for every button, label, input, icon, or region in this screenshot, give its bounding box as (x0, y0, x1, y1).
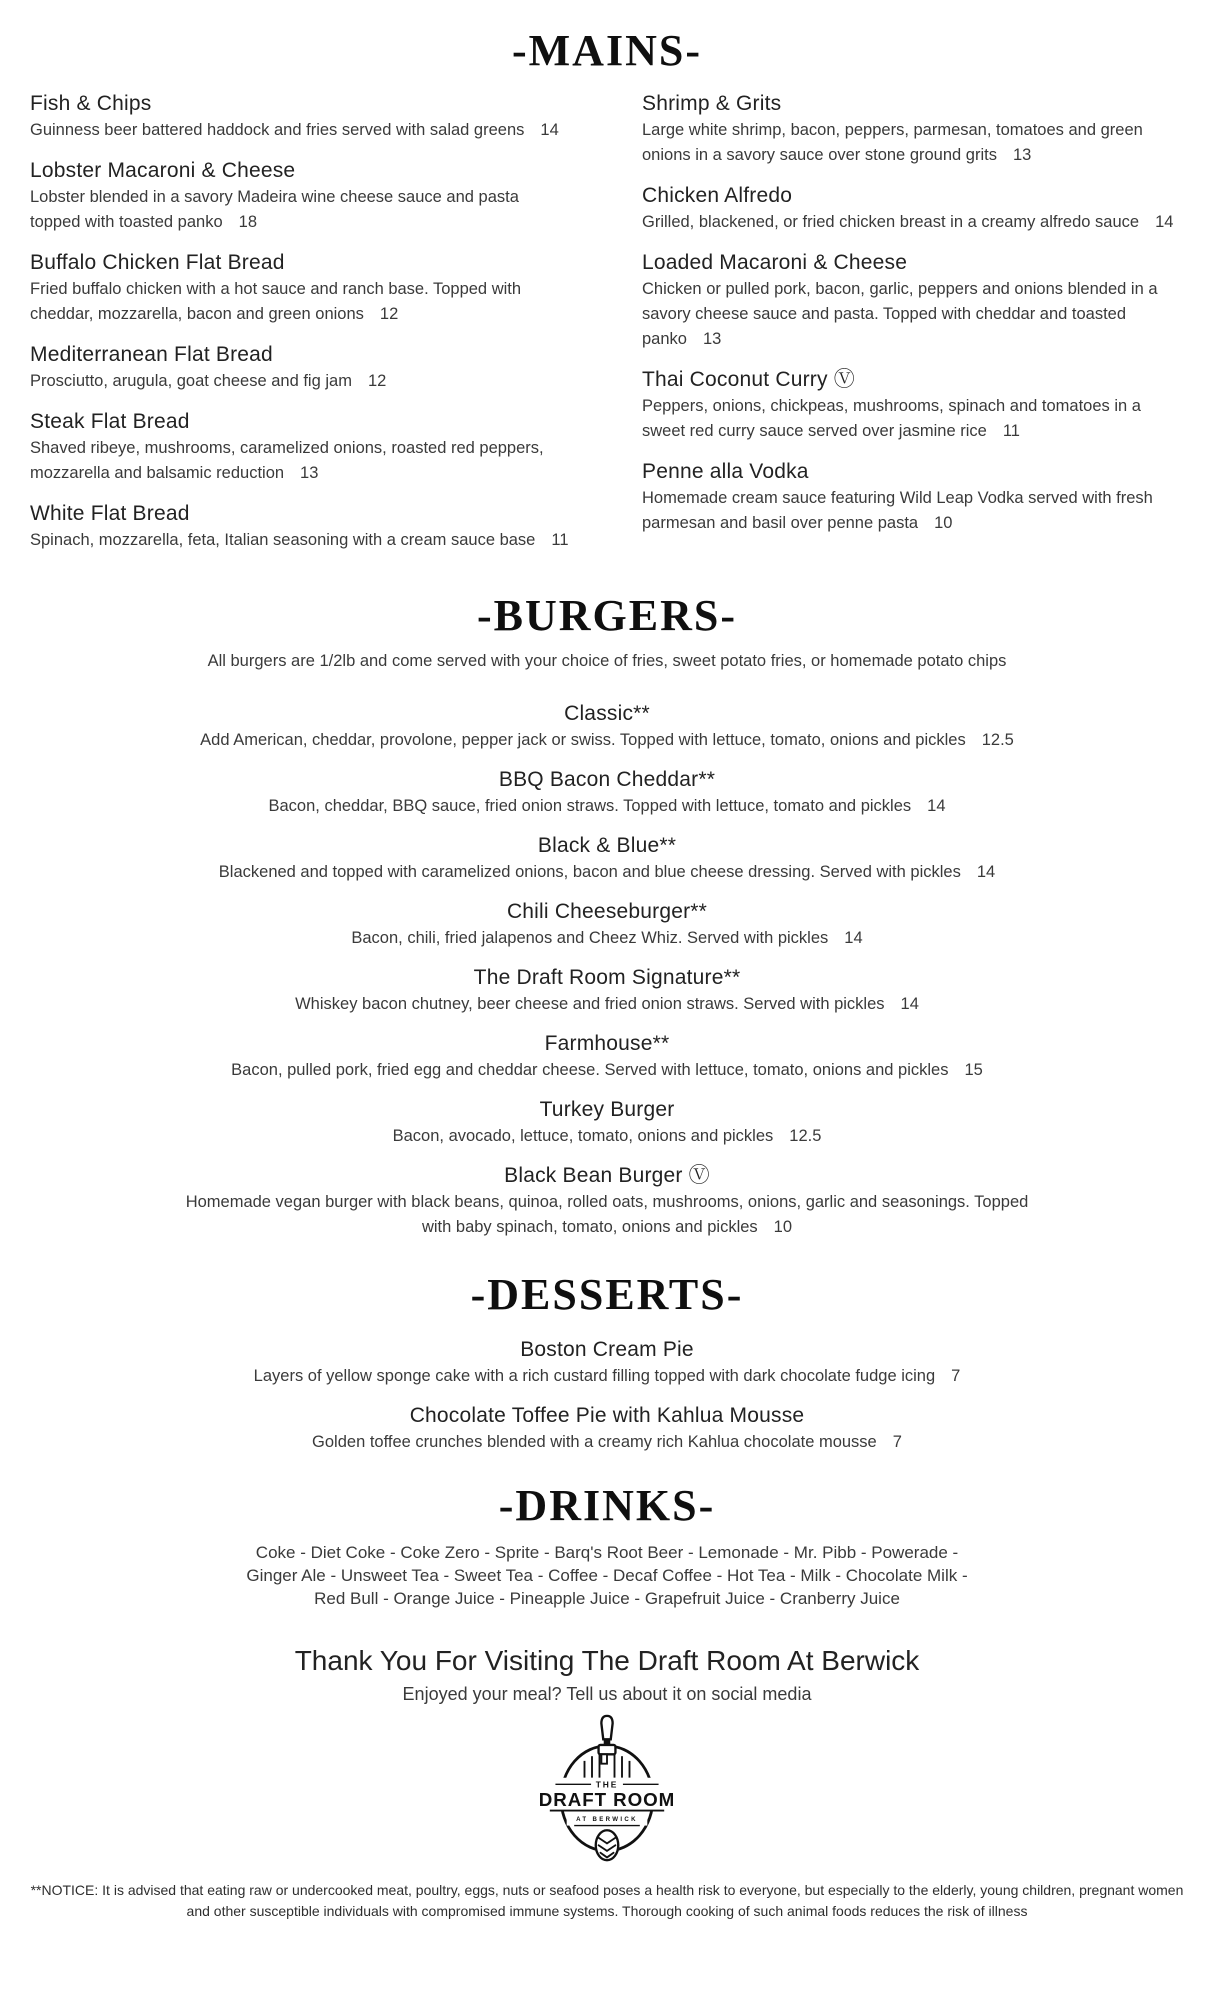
menu-item (642, 90, 1184, 168)
item-name: Lobster Macaroni & Cheese (30, 159, 296, 182)
item-desc (67, 728, 1147, 753)
item-desc (172, 1190, 1042, 1240)
item-name: Buffalo Chicken Flat Bread (30, 251, 285, 274)
item-name: Mediterranean Flat Bread (30, 343, 273, 366)
item-price: 11 (1002, 422, 1020, 440)
thank-you-message: Thank You For Visiting The Draft Room At Berwick (294, 1645, 920, 1676)
item-name: Fish & Chips (30, 92, 152, 115)
menu-item (642, 366, 1184, 444)
item-price: 14 (927, 797, 946, 815)
item-name: Boston Cream Pie (520, 1338, 694, 1361)
menu-item (30, 157, 572, 235)
item-desc-text: Prosciutto, arugula, goat cheese and fig jam (30, 372, 352, 390)
item-desc-text: Bacon, cheddar, BBQ sauce, fried onion straws. Topped with lettuce, tomato and pickles (268, 797, 912, 815)
item-name: Classic** (564, 702, 650, 725)
item-name: Chocolate Toffee Pie with Kahlua Mousse (409, 1404, 805, 1427)
item-desc (67, 1430, 1147, 1455)
menu-item (0, 898, 1214, 951)
item-name: Chicken Alfredo (642, 184, 793, 207)
hop-icon (596, 1830, 619, 1860)
item-desc-text: Bacon, pulled pork, fried egg and cheddar cheese. Served with lettuce, tomato, onions and pickles (231, 1061, 949, 1079)
item-name: Steak Flat Bread (30, 410, 190, 433)
menu-item (30, 249, 572, 327)
item-price: 11 (551, 531, 569, 549)
menu-item (0, 766, 1214, 819)
item-desc (642, 277, 1184, 352)
item-desc (30, 118, 572, 143)
item-desc (642, 486, 1184, 536)
menu-item (642, 458, 1184, 536)
item-name: Turkey Burger (539, 1098, 675, 1121)
item-desc-text: Layers of yellow sponge cake with a rich custard filling topped with dark chocolate fudge icing (253, 1367, 936, 1385)
mains-section (0, 90, 1214, 567)
item-price: 14 (900, 995, 919, 1013)
item-desc (67, 1364, 1147, 1389)
item-price: 18 (238, 213, 258, 231)
health-notice: **NOTICE: It is advised that eating raw or undercooked meat, poultry, eggs, nuts or seafood poses a health risk to everyone, but especially to the elderly, young children, pregnant women and other susceptible individuals with compromised immune systems. Thorough cooking of such animal foods reduces the risk of illness (30, 1882, 1184, 1919)
logo-name: DRAFT ROOM (538, 1788, 676, 1810)
item-desc-text: Lobster blended in a savory Madeira wine cheese sauce and pasta topped with toasted panko (30, 188, 519, 231)
item-price: 13 (300, 464, 319, 482)
menu-item (0, 832, 1214, 885)
item-desc (67, 926, 1147, 951)
item-name: BBQ Bacon Cheddar** (498, 768, 716, 791)
menu-item (30, 408, 572, 486)
menu-item (30, 500, 572, 553)
item-name: Chili Cheeseburger** (506, 900, 708, 923)
item-name: The Draft Room Signature** (473, 966, 741, 989)
burgers-subtitle: All burgers are 1/2lb and come served with your choice of fries, sweet potato fries, or homemade potato chips (207, 652, 1007, 670)
item-desc-text: Chicken or pulled pork, bacon, garlic, peppers and onions blended in a savory cheese sauce and pasta. Topped with cheddar and toasted panko (642, 280, 1158, 348)
item-name: Penne alla Vodka (642, 460, 809, 483)
mains-right-column (642, 90, 1184, 567)
item-desc-text: Whiskey bacon chutney, beer cheese and fried onion straws. Served with pickles (295, 995, 885, 1013)
drinks-line: Ginger Ale - Unsweet Tea - Sweet Tea - Coffee - Decaf Coffee - Hot Tea - Milk - Chocolate Milk - (246, 1566, 968, 1585)
menu-item (0, 964, 1214, 1017)
item-desc-text: Grilled, blackened, or fried chicken breast in a creamy alfredo sauce (642, 213, 1140, 231)
item-price: 12.5 (981, 731, 1014, 749)
item-price: 10 (934, 514, 953, 532)
item-desc-text: Guinness beer battered haddock and fries served with salad greens (30, 121, 525, 139)
item-desc (67, 1124, 1147, 1149)
menu-item (0, 1030, 1214, 1083)
item-desc (30, 528, 572, 553)
menu-item (0, 700, 1214, 753)
logo-the: THE (595, 1779, 619, 1790)
logo-sub: AT BERWICK (576, 1815, 638, 1823)
menu-item (0, 1336, 1214, 1389)
beer-tap-icon (601, 1716, 612, 1745)
item-name: Black & Blue** (537, 834, 677, 857)
item-desc (67, 1058, 1147, 1083)
menu-item (30, 90, 572, 143)
item-name: Loaded Macaroni & Cheese (642, 251, 908, 274)
item-price: 7 (892, 1433, 902, 1451)
desserts-section-title: -DESSERTS- (470, 1270, 744, 1319)
mains-section-title: -MAINS- (512, 26, 702, 75)
drinks-section-title: -DRINKS- (498, 1481, 716, 1530)
item-price: 13 (702, 330, 722, 348)
menu-item (0, 1096, 1214, 1149)
item-price: 12 (379, 305, 399, 323)
drinks-section (0, 1541, 1214, 1610)
drinks-line: Coke - Diet Coke - Coke Zero - Sprite - Barq's Root Beer - Lemonade - Mr. Pibb - Powerade - (255, 1543, 959, 1562)
item-desc-text: Add American, cheddar, provolone, pepper jack or swiss. Topped with lettuce, tomato, onions and pickles (200, 731, 966, 749)
item-price: 14 (1155, 213, 1174, 231)
item-desc (67, 992, 1147, 1017)
item-desc (30, 185, 572, 235)
drinks-line: Red Bull - Orange Juice - Pineapple Juice - Grapefruit Juice - Cranberry Juice (314, 1589, 900, 1608)
menu-item (0, 1162, 1214, 1240)
item-desc-text: Blackened and topped with caramelized onions, bacon and blue cheese dressing. Served with pickles (218, 863, 961, 881)
item-desc (642, 210, 1184, 235)
burgers-section (0, 700, 1214, 1240)
item-desc (67, 794, 1147, 819)
item-desc (30, 436, 572, 486)
item-desc (30, 277, 572, 327)
item-price: 7 (951, 1367, 961, 1385)
item-name: White Flat Bread (30, 502, 190, 525)
item-price: 14 (540, 121, 559, 139)
menu-item (30, 341, 572, 394)
item-desc-text: Golden toffee crunches blended with a creamy rich Kahlua chocolate mousse (312, 1433, 877, 1451)
menu-item (642, 249, 1184, 352)
menu-item (0, 1402, 1214, 1455)
item-desc-text: Large white shrimp, bacon, peppers, parmesan, tomatoes and green onions in a savory sauce over stone ground grits (642, 121, 1143, 164)
item-price: 10 (773, 1218, 793, 1236)
item-desc-text: Fried buffalo chicken with a hot sauce and ranch base. Topped with cheddar, mozzarella, bacon and green onions (30, 280, 522, 323)
item-desc-text: Bacon, chili, fried jalapenos and Cheez Whiz. Served with pickles (351, 929, 829, 947)
item-price: 12 (367, 372, 387, 390)
item-desc-text: Bacon, avocado, lettuce, tomato, onions and pickles (392, 1127, 774, 1145)
item-desc (67, 860, 1147, 885)
item-desc-text: Peppers, onions, chickpeas, mushrooms, spinach and tomatoes in a sweet red curry sauce served over jasmine rice (642, 397, 1141, 440)
menu-item (642, 182, 1184, 235)
item-desc-text: Homemade cream sauce featuring Wild Leap Vodka served with fresh parmesan and basil over penne pasta (642, 489, 1153, 532)
item-name: Farmhouse** (544, 1032, 670, 1055)
item-desc (642, 118, 1184, 168)
item-price: 13 (1012, 146, 1032, 164)
item-price: 15 (964, 1061, 983, 1079)
social-media-message: Enjoyed your meal? Tell us about it on social media (402, 1684, 812, 1704)
item-name: Black Bean Burger Ⓥ (504, 1164, 710, 1187)
item-desc-text: Homemade vegan burger with black beans, quinoa, rolled oats, mushrooms, onions, garlic and seasonings. Topped with baby spinach, tomato, onions and pickles (185, 1193, 1029, 1236)
item-name: Thai Coconut Curry Ⓥ (642, 368, 855, 391)
burgers-section-title: -BURGERS- (476, 591, 738, 640)
item-name: Shrimp & Grits (642, 92, 782, 115)
item-price: 12.5 (789, 1127, 822, 1145)
item-desc-text: Shaved ribeye, mushrooms, caramelized onions, roasted red peppers, mozzarella and balsamic reduction (30, 439, 544, 482)
draft-room-logo (532, 1714, 682, 1864)
desserts-section (0, 1336, 1214, 1455)
item-price: 14 (976, 863, 996, 881)
item-desc-text: Spinach, mozzarella, feta, Italian seasoning with a cream sauce base (30, 531, 536, 549)
item-desc (30, 369, 572, 394)
item-desc (642, 394, 1184, 444)
mains-left-column (30, 90, 572, 567)
item-price: 14 (844, 929, 863, 947)
